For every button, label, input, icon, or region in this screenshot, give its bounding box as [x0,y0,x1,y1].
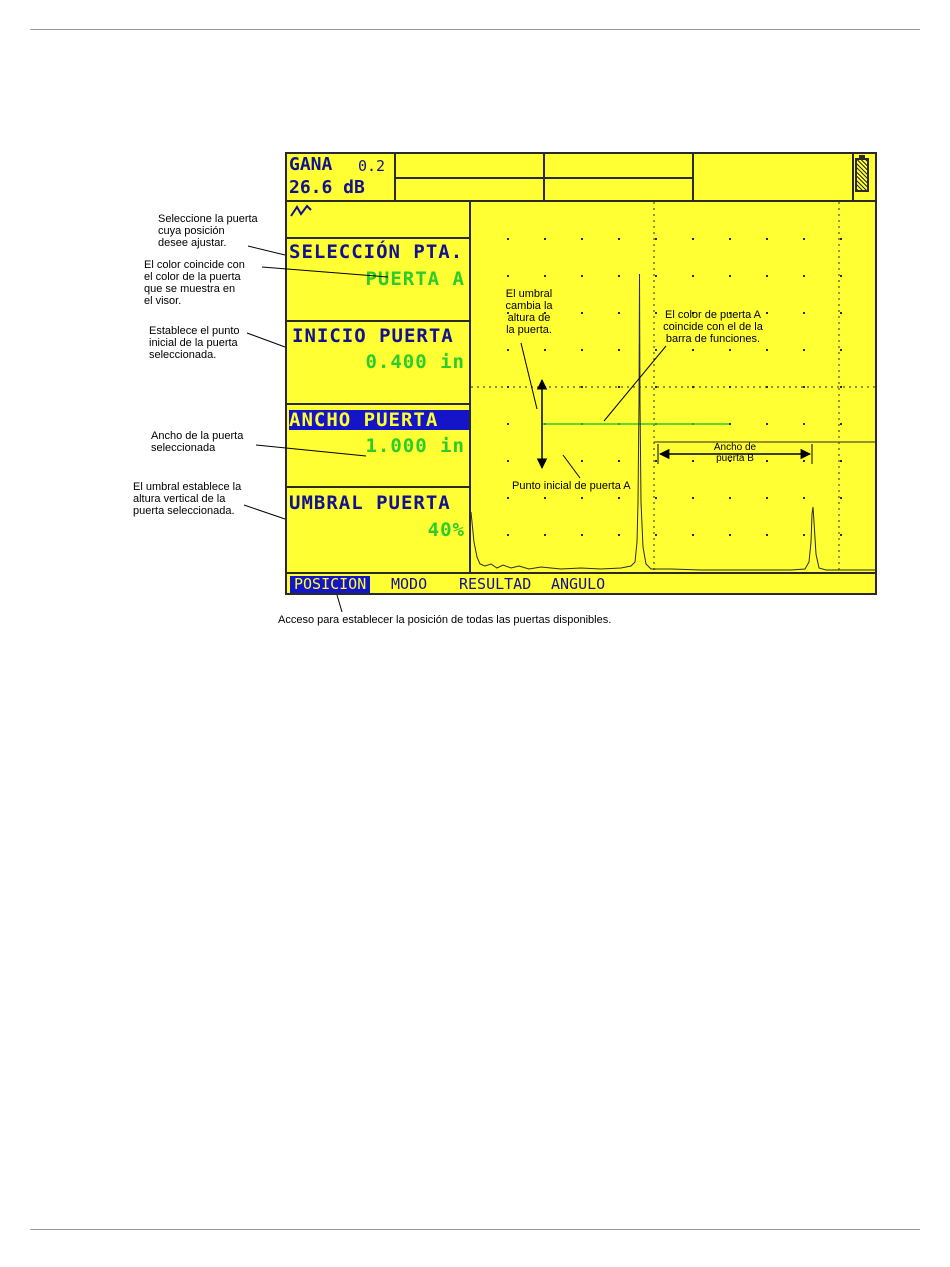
annotation-access: Acceso para establecer la posición de todas las puertas disponibles. [278,614,612,626]
annotation-select-gate: Seleccione la puerta cuya posición desee ajustar. [158,213,258,249]
annotation-gate-a-start: Punto inicial de puerta A [512,480,631,492]
annotation-gate-width: Ancho de la puerta seleccionada [151,430,244,454]
leader-threshold [244,505,285,519]
leader-gate-a-color [604,346,666,421]
annotation-gate-start: Establece el punto inicial de la puerta seleccionada. [149,325,240,361]
menu-item-result[interactable]: RESULTAD [459,575,532,593]
function-title-gate-width: ANCHO PUERTA [289,410,469,430]
leader-gate-width [256,445,366,456]
menu-item-position[interactable]: POSICION [290,576,370,593]
leader-access [337,595,342,612]
function-title-gate-select: SELECCIÓN PTA. [289,241,464,263]
function-value-gate-start: 0.400 in [365,351,465,373]
function-title-gate-start: INICIO PUERTA [292,325,454,347]
menu-item-mode[interactable]: MODO [391,575,428,593]
annotation-color-match: El color coincide con el color de la puerta que se muestra en el visor. [144,259,245,307]
function-title-gate-threshold: UMBRAL PUERTA [289,492,451,514]
function-value-gate-width: 1.000 in [365,435,465,457]
menu-item-angle[interactable]: ANGULO [551,575,606,593]
leader-color-match [262,267,388,277]
gain-label: GANA [289,154,333,175]
leader-select-gate [248,246,285,255]
function-value-gate-select: PUERTA A [365,268,465,290]
annotation-threshold-changes: El umbral cambia la altura de la puerta. [505,288,553,336]
annotation-gate-a-color: El color de puerta A coincide con el de la barra de funciones. [663,309,763,345]
leader-gate-a-start [563,455,580,478]
annotation-gate-b-width: Ancho de puerta B [713,442,757,464]
gain-step: 0.2 [358,157,386,175]
leader-threshold-changes [521,343,537,409]
gain-value: 26.6 dB [289,177,365,198]
annotation-threshold: El umbral establece la altura vertical de la puerta seleccionada. [133,481,242,517]
leader-gate-start [247,333,285,347]
function-value-gate-threshold: 40% [427,519,465,541]
